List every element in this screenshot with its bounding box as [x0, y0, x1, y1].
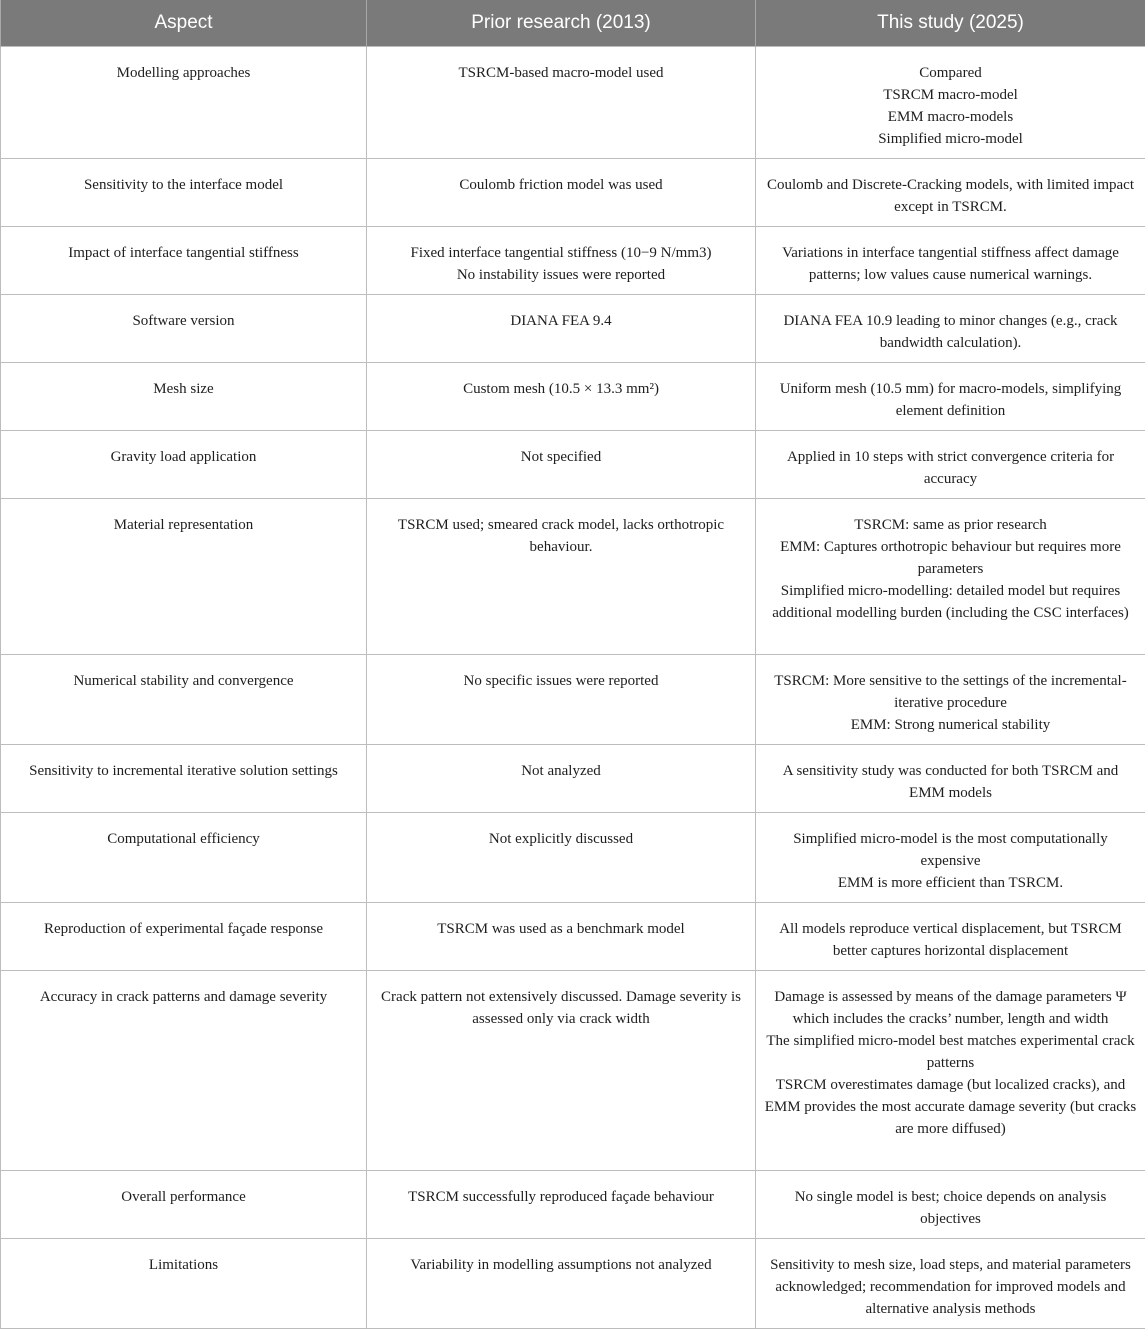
current-cell [756, 1239, 1145, 1329]
aspect-cell: Reproduction of experimental façade response [1, 903, 367, 971]
prior-cell [367, 903, 756, 971]
current-cell [756, 159, 1145, 227]
study-line: Simplified micro-model [764, 128, 1137, 150]
prior-cell [367, 295, 756, 363]
study-line: EMM: Captures orthotropic behaviour but requires more parameters [764, 536, 1137, 580]
prior-line: Not explicitly discussed [375, 828, 747, 850]
prior-cell [367, 47, 756, 159]
study-line: Coulomb and Discrete-Cracking models, with limited impact except in TSRCM. [764, 174, 1137, 218]
study-line: Uniform mesh (10.5 mm) for macro-models, simplifying element definition [764, 378, 1137, 422]
prior-line: Fixed interface tangential stiffness (10−9 N/mm3) [375, 242, 747, 264]
table-row [1, 655, 1145, 745]
prior-line: Not analyzed [375, 760, 747, 782]
current-cell [756, 363, 1145, 431]
prior-line: Variability in modelling assumptions not analyzed [375, 1254, 747, 1276]
table-row [1, 227, 1145, 295]
prior-line: No instability issues were reported [375, 264, 747, 286]
prior-cell [367, 159, 756, 227]
table-row [1, 47, 1145, 159]
study-line: Sensitivity to mesh size, load steps, and material parameters acknowledged; recommendation for improved models and alternative analysis methods [764, 1254, 1137, 1320]
prior-line: Coulomb friction model was used [375, 174, 747, 196]
current-cell [756, 1171, 1145, 1239]
prior-line: No specific issues were reported [375, 670, 747, 692]
study-line: A sensitivity study was conducted for both TSRCM and EMM models [764, 760, 1137, 804]
aspect-cell: Numerical stability and convergence [1, 655, 367, 745]
header-this-study: This study (2025) [756, 0, 1145, 47]
prior-line: DIANA FEA 9.4 [375, 310, 747, 332]
current-cell [756, 227, 1145, 295]
prior-line: TSRCM was used as a benchmark model [375, 918, 747, 940]
table-row [1, 1239, 1145, 1329]
table-row [1, 363, 1145, 431]
prior-line: Not specified [375, 446, 747, 468]
current-cell [756, 813, 1145, 903]
prior-cell [367, 1171, 756, 1239]
current-cell [756, 745, 1145, 813]
aspect-cell: Impact of interface tangential stiffness [1, 227, 367, 295]
table-row [1, 971, 1145, 1171]
current-cell [756, 903, 1145, 971]
aspect-cell: Sensitivity to the interface model [1, 159, 367, 227]
aspect-cell: Mesh size [1, 363, 367, 431]
study-line: TSRCM macro-model [764, 84, 1137, 106]
study-line: DIANA FEA 10.9 leading to minor changes (e.g., crack bandwidth calculation). [764, 310, 1137, 354]
study-line: Simplified micro-modelling: detailed model but requires additional modelling burden (including the CSC interfaces) [764, 580, 1137, 624]
table-row [1, 1171, 1145, 1239]
prior-line: TSRCM successfully reproduced façade behaviour [375, 1186, 747, 1208]
prior-cell [367, 499, 756, 655]
study-line: All models reproduce vertical displacement, but TSRCM better captures horizontal displacement [764, 918, 1137, 962]
study-line: EMM: Strong numerical stability [764, 714, 1137, 736]
prior-cell [367, 745, 756, 813]
aspect-cell: Accuracy in crack patterns and damage severity [1, 971, 367, 1171]
table-row [1, 745, 1145, 813]
aspect-cell: Limitations [1, 1239, 367, 1329]
study-line: Applied in 10 steps with strict convergence criteria for accuracy [764, 446, 1137, 490]
current-cell [756, 295, 1145, 363]
prior-cell [367, 363, 756, 431]
prior-line: TSRCM used; smeared crack model, lacks orthotropic behaviour. [375, 514, 747, 558]
prior-cell [367, 431, 756, 499]
table-row [1, 431, 1145, 499]
prior-cell [367, 1239, 756, 1329]
study-line: Simplified micro-model is the most computationally expensive [764, 828, 1137, 872]
study-line: Damage is assessed by means of the damage parameters Ψ which includes the cracks’ number, length and width [764, 986, 1137, 1030]
study-line: EMM is more efficient than TSRCM. [764, 872, 1137, 894]
current-cell [756, 47, 1145, 159]
table-row [1, 903, 1145, 971]
study-line: TSRCM: same as prior research [764, 514, 1137, 536]
aspect-cell: Sensitivity to incremental iterative solution settings [1, 745, 367, 813]
header-prior-research: Prior research (2013) [367, 0, 756, 47]
aspect-cell: Modelling approaches [1, 47, 367, 159]
prior-cell [367, 227, 756, 295]
header-row [1, 0, 1145, 47]
header-aspect: Aspect [1, 0, 367, 47]
study-line: No single model is best; choice depends on analysis objectives [764, 1186, 1137, 1230]
table-row [1, 159, 1145, 227]
study-line: The simplified micro-model best matches experimental crack patterns [764, 1030, 1137, 1074]
prior-line: Custom mesh (10.5 × 13.3 mm²) [375, 378, 747, 400]
study-line: Variations in interface tangential stiffness affect damage patterns; low values cause numerical warnings. [764, 242, 1137, 286]
prior-cell [367, 813, 756, 903]
prior-line: Crack pattern not extensively discussed. Damage severity is assessed only via crack width [375, 986, 747, 1030]
study-line: TSRCM overestimates damage (but localized cracks), and EMM provides the most accurate damage severity (but cracks are more diffused) [764, 1074, 1137, 1140]
prior-line: TSRCM-based macro-model used [375, 62, 747, 84]
table-row [1, 813, 1145, 903]
aspect-cell: Overall performance [1, 1171, 367, 1239]
current-cell [756, 971, 1145, 1171]
prior-cell [367, 971, 756, 1171]
prior-cell [367, 655, 756, 745]
study-line: TSRCM: More sensitive to the settings of the incremental-iterative procedure [764, 670, 1137, 714]
study-line: Compared [764, 62, 1137, 84]
aspect-cell: Gravity load application [1, 431, 367, 499]
current-cell [756, 655, 1145, 745]
current-cell [756, 431, 1145, 499]
aspect-cell: Software version [1, 295, 367, 363]
aspect-cell: Material representation [1, 499, 367, 655]
study-line: EMM macro-models [764, 106, 1137, 128]
table-row [1, 499, 1145, 655]
current-cell [756, 499, 1145, 655]
table-row [1, 295, 1145, 363]
aspect-cell: Computational efficiency [1, 813, 367, 903]
table-body [1, 47, 1145, 1329]
